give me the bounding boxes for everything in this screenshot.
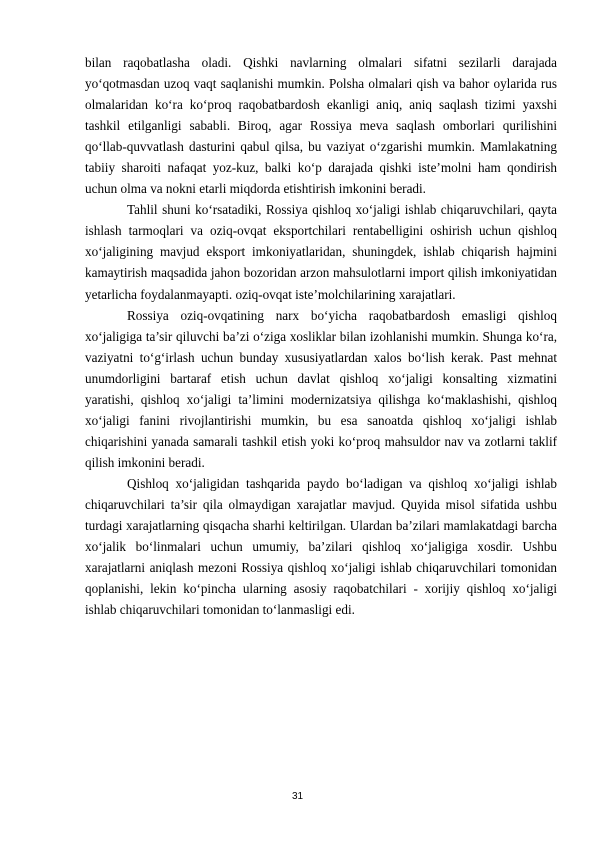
- paragraph-1: bilan raqobatlasha oladi. Qishki navlarning olmalari sifatni sezilarli darajada yo‘qotmasdan uzoq vaqt saqlanishi mumkin. Polsha olmalari qish va bahor oylarida rus olmalaridan ko‘ra ko‘proq raqobatbardosh ekanligi aniq, aniq saqlash tizimi yaxshi tashkil etilganligi sababli. Biroq, agar Rossiya meva saqlash omborlari qurilishini qo‘llab-quvvatlash dasturini qabul qilsa, bu vaziyat o‘zgarishi mumkin. Mamlakatning tabiiy sharoiti nafaqat yoz-kuz, balki ko‘p darajada qishki iste’molni ham qondirish uchun olma va nokni etarli miqdorda etishtirish imkonini beradi.: [85, 55, 557, 197]
- paragraph-3: Rossiya oziq-ovqatining narx bo‘yicha raqobatbardosh emasligi qishloq xo‘jaligiga ta’sir qiluvchi ba’zi o‘ziga xosliklar bilan izohlanishi mumkin. Shunga ko‘ra, vaziyatni to‘g‘irlash uchun bunday xususiyatlardan xalos bo‘lish kerak. Past mehnat unumdorligini bartaraf etish uchun davlat qishloq xo‘jaligi konsalting xizmatini yaratishi, qishloq xo‘jaligi ta’limini modernizatsiya qilishga ko‘maklashishi, qishloq xo‘jaligi fanini rivojlantirishi mumkin, bu esa sanoatda qishloq xo‘jaligi ishlab chiqarishini yanada samarali tashkil etish yoki ko‘proq mahsuldor nav va zotlarni taklif qilish imkonini beradi.: [85, 307, 557, 470]
- page-number: 31: [291, 791, 304, 802]
- paragraph-4: Qishloq xo‘jaligidan tashqarida paydo bo‘ladigan va qishloq xo‘jaligi ishlab chiqaruvchilari ta’sir qila olmaydigan xarajatlar mavjud. Quyida misol sifatida ushbu turdagi xarajatlarning qisqacha sharhi keltirilgan. Ulardan ba’zilari mamlakatdagi barcha xo‘jalik bo‘linmalari uchun umumiy, ba’zilari qishloq xo‘jaligiga xosdir. Ushbu xarajatlarni aniqlash mezoni Rossiya qishloq xo‘jaligi ishlab chiqaruvchilari tomonidan qoplanishi, lekin ko‘pincha ularning asosiy raqobatchilari - xorijiy qishloq xo‘jaligi ishlab chiqaruvchilari tomonidan to‘lanmasligi edi.: [85, 475, 557, 618]
- body-text: [85, 52, 557, 620]
- paragraph-2: Tahlil shuni ko‘rsatadiki, Rossiya qishloq xo‘jaligi ishlab chiqaruvchilari, qayta ishlash tarmoqlari va oziq-ovqat eksportchilari rentabelligini oshirish uchun qishloq xo‘jaligining mavjud eksport imkoniyatlaridan, shuningdek, ishlab chiqarish hajmini kamaytirish maqsadida jahon bozoridan arzon mahsulotlarni import qilish imkoniyatidan yetarlicha foydalanmayapti. oziq-ovqat iste’molchilarining xarajatlari.: [85, 202, 557, 302]
